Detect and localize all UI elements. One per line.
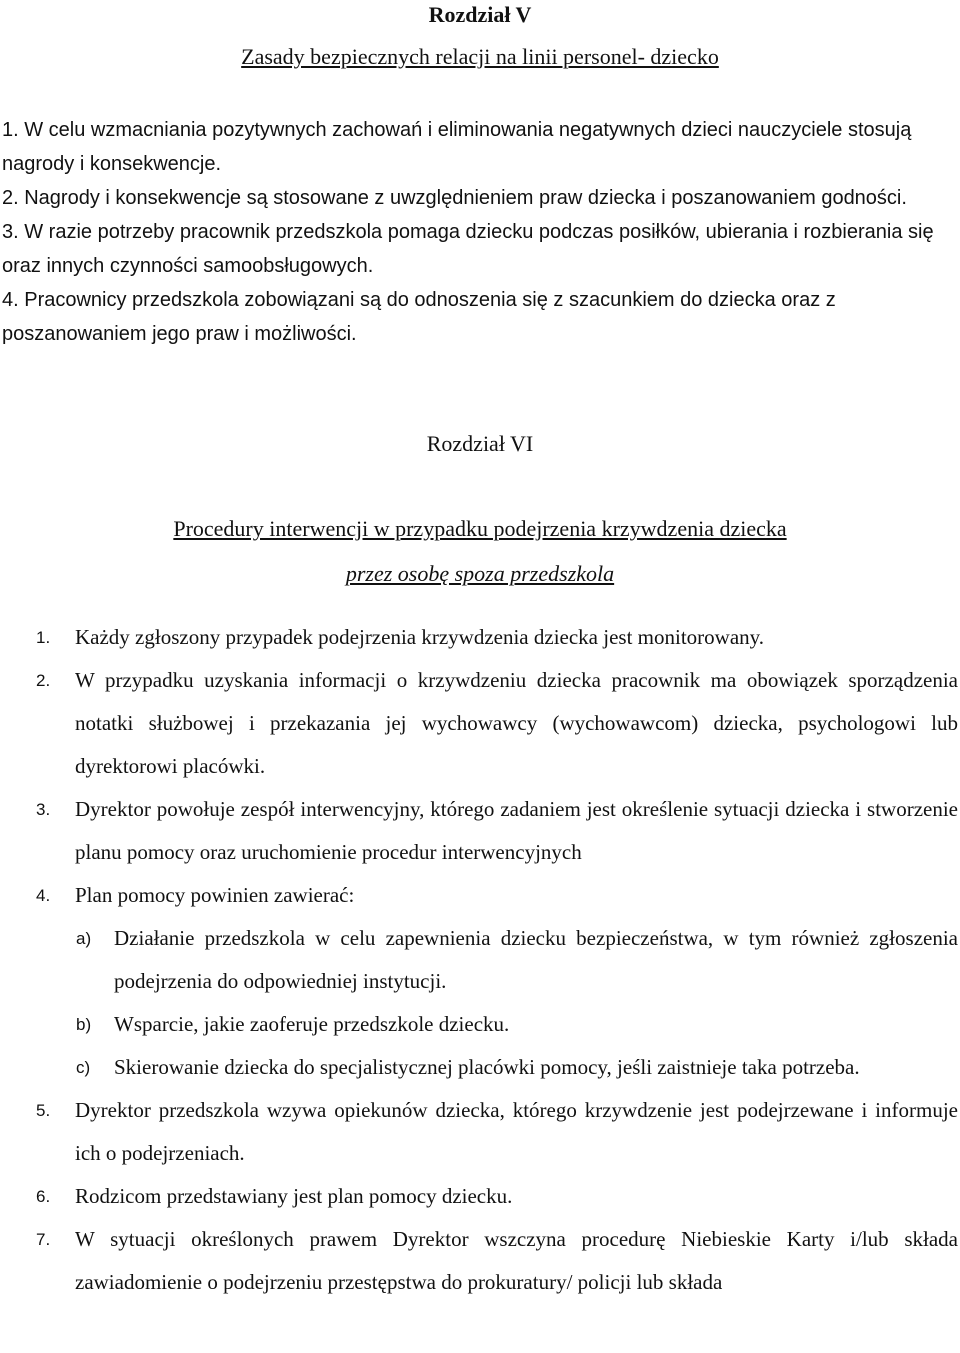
item-text: W przypadku uzyskania informacji o krzywdzeniu dziecka pracownik ma obowiązek sporządzenia notatki służbowej i przekazania jej wychowawcy (wychowawcom) dziecka, psychologowi lub dyrektorowi placówki. xyxy=(75,668,958,778)
item-number: 6. xyxy=(36,1187,51,1206)
item-number: 3. xyxy=(36,800,51,819)
item-number: 1. xyxy=(36,628,51,647)
sub-item-letter: c) xyxy=(76,1058,91,1077)
sub-item-text: Skierowanie dziecka do specjalistycznej placówki pomocy, jeśli zaistnieje taka potrzeba. xyxy=(114,1055,860,1079)
item-number: 2. xyxy=(36,671,51,690)
item-text: Każdy zgłoszony przypadek podejrzenia krzywdzenia dziecka jest monitorowany. xyxy=(75,625,765,649)
list-item: 2. Nagrody i konsekwencje są stosowane z uwzględnieniem praw dziecka i poszanowaniem godności. xyxy=(2,187,907,209)
list-item xyxy=(0,659,958,788)
item-text: Dyrektor przedszkola wzywa opiekunów dziecka, którego krzywdzenie jest podejrzewane i informuje ich o podejrzeniach. xyxy=(75,1098,958,1165)
list-item xyxy=(0,788,958,874)
chapter-6-subheading-2: przez osobę spoza przedszkola xyxy=(345,561,615,586)
list-item: 1. W celu wzmacniania pozytywnych zachowań i eliminowania negatywnych dzieci nauczyciele stosują nagrody i konsekwencje. xyxy=(2,119,912,175)
list-item xyxy=(0,874,958,917)
list-item xyxy=(0,1175,958,1218)
item-number: 4. xyxy=(36,886,51,905)
item-text: W sytuacji określonych prawem Dyrektor wszczyna procedurę Niebieskie Karty i/lub składa zawiadomienie o podejrzeniu przestępstwa do prokuratury/ policji lub składa xyxy=(75,1227,958,1294)
sub-item-letter: a) xyxy=(76,929,92,948)
chapter-6-subheading: Procedury interwencji w przypadku podejrzenia krzywdzenia dziecka xyxy=(173,516,787,541)
sub-item-letter: b) xyxy=(76,1015,92,1034)
sub-item xyxy=(0,1003,958,1046)
chapter-6-heading: Rozdział VI xyxy=(426,431,534,456)
chapter-6-list xyxy=(0,616,958,1304)
item-number: 7. xyxy=(36,1230,51,1249)
list-item xyxy=(0,1089,958,1175)
chapter-5-heading: Rozdział V xyxy=(428,2,532,27)
chapter-5-subheading: Zasady bezpiecznych relacji na linii personel- dziecko xyxy=(241,44,719,69)
item-number: 5. xyxy=(36,1101,51,1120)
sub-item-text: Wsparcie, jakie zaoferuje przedszkole dziecku. xyxy=(114,1012,510,1036)
list-item: 3. W razie potrzeby pracownik przedszkola pomaga dziecku podczas posiłków, ubierania i rozbierania się oraz innych czynności samoobsługowych. xyxy=(2,221,934,277)
list-item xyxy=(0,1218,958,1304)
item-text: Rodzicom przedstawiany jest plan pomocy dziecku. xyxy=(75,1184,513,1208)
sub-item-text: Działanie przedszkola w celu zapewnienia dziecku bezpieczeństwa, w tym również zgłoszenia podejrzenia do odpowiedniej instytucji. xyxy=(114,926,958,993)
sub-item xyxy=(0,1046,958,1089)
item-text: Dyrektor powołuje zespół interwencyjny, którego zadaniem jest określenie sytuacji dziecka i stworzenie planu pomocy oraz uruchomienie procedur interwencyjnych xyxy=(75,797,958,864)
list-item: 4. Pracownicy przedszkola zobowiązani są do odnoszenia się z szacunkiem do dziecka oraz z poszanowaniem jego praw i możliwości. xyxy=(2,289,836,345)
list-item xyxy=(0,616,958,659)
item-text: Plan pomocy powinien zawierać: xyxy=(75,883,355,907)
sub-item xyxy=(0,917,958,1003)
chapter-5-list xyxy=(2,113,952,351)
